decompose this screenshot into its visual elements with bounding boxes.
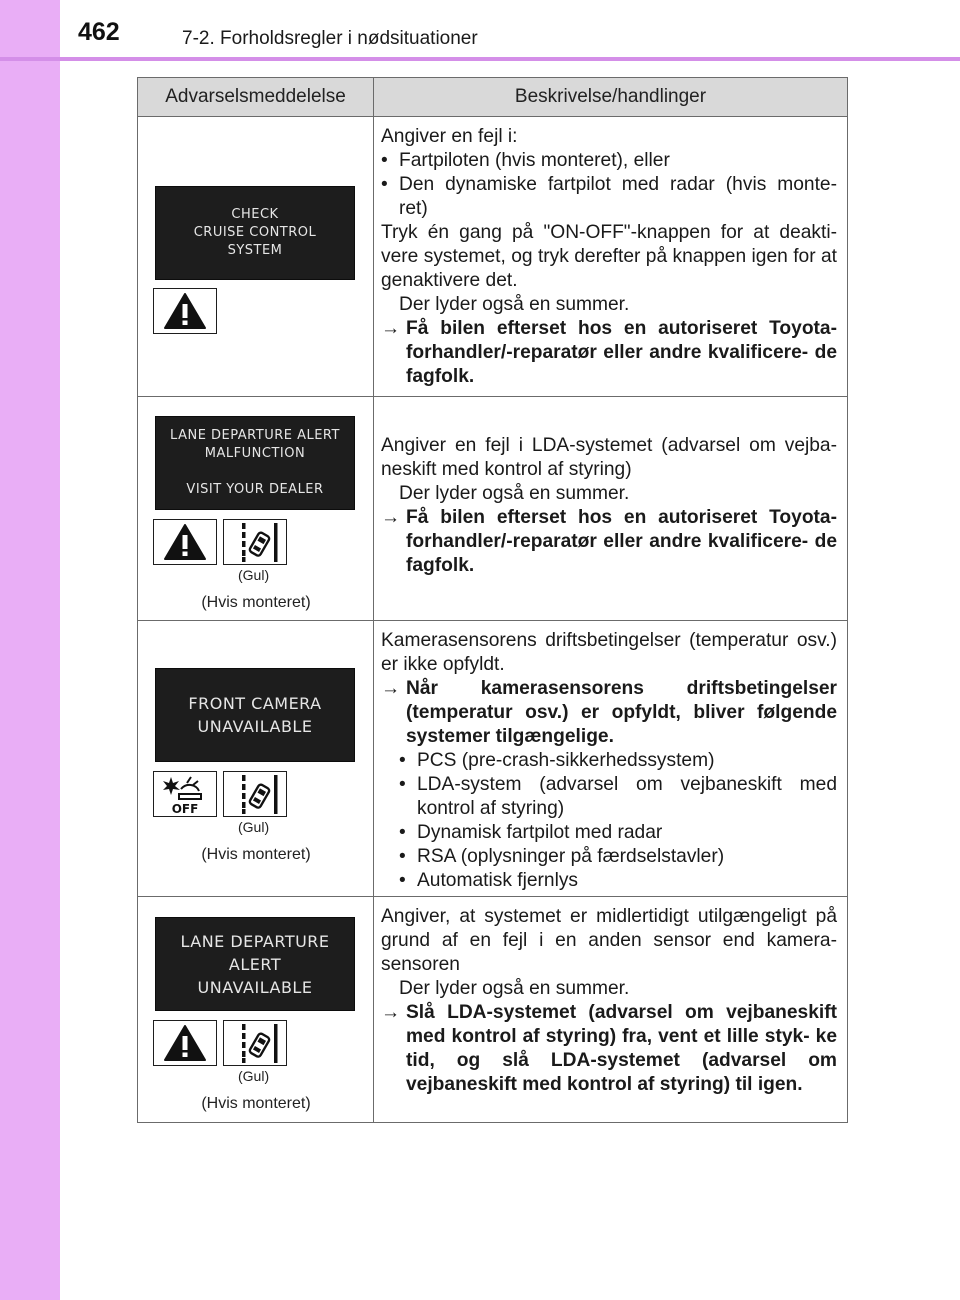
lane-departure-icon	[223, 519, 287, 565]
message-cell	[138, 117, 374, 397]
page-number: 462	[78, 18, 120, 46]
indicator-color-label: (Gul)	[238, 567, 270, 583]
description-cell: Angiver, at systemet er midlertidigt utilgængeligt på grund af en fejl i en anden sensor end kamera- sensoren Der lyder også en summer. → Slå LDA-systemet (advarsel om vejbaneskift med kontrol af styring) fra, vent et lille styk- ke tid, og slå LDA-systemet (advarsel om vejbaneskift med kontrol af styring) til igen.	[374, 897, 848, 1123]
table-header-row	[138, 78, 848, 117]
fitted-label: (Hvis monteret)	[201, 846, 311, 863]
table-row	[138, 621, 848, 897]
action-text: → Få bilen efterset hos en autoriseret Toyota- forhandler/-reparatør eller andre kvalificere- de fagfolk.	[381, 318, 837, 387]
page-header	[0, 0, 960, 60]
svg-text:OFF: OFF	[171, 802, 199, 815]
lane-departure-icon	[223, 771, 287, 817]
table-row	[138, 397, 848, 621]
table-row	[138, 897, 848, 1123]
display-message: LANE DEPARTURE ALERT MALFUNCTION VISIT YOUR DEALER	[155, 416, 355, 510]
description-cell: Angiver en fejl i: • Fartpiloten (hvis monteret), eller • Den dynamiske fartpilot med radar (hvis monte- ret) Tryk én gang på "ON-OFF"-knappen for at deakti- vere systemet, og tryk derefter på knappen igen for at genaktivere det. Der lyder også en summer. → Få bilen efterset hos en autoriseret Toyota- forhandler/-reparatør eller andre kvalificere- de fagfolk.	[374, 117, 848, 397]
master-warning-icon	[153, 519, 217, 565]
lane-departure-icon	[223, 1020, 287, 1066]
column-header-message: Advarselsmeddelelse	[138, 78, 374, 117]
section-title: 7-2. Forholdsregler i nødsituationer	[182, 28, 478, 49]
message-cell	[138, 897, 374, 1123]
indicator-color-label: (Gul)	[238, 1068, 270, 1084]
display-message: CHECK CRUISE CONTROL SYSTEM	[155, 186, 355, 280]
column-header-description: Beskrivelse/handlinger	[374, 78, 848, 117]
master-warning-icon	[153, 1020, 217, 1066]
action-text: → Når kamerasensorens driftsbetingelser (temperatur osv.) er opfyldt, bliver følgende systemer tilgængelige.	[381, 678, 837, 747]
fitted-label: (Hvis monteret)	[201, 1095, 311, 1112]
description-cell: Angiver en fejl i LDA-systemet (advarsel om vejba- neskift med kontrol af styring) Der lyder også en summer. → Få bilen efterset hos en autoriseret Toyota- forhandler/-reparatør eller andre kvalificere- de fagfolk.	[374, 397, 848, 621]
pcs-off-icon	[153, 771, 217, 817]
indicator-color-label: (Gul)	[238, 819, 270, 835]
message-cell	[138, 397, 374, 621]
warning-message-table	[137, 77, 848, 1123]
arrow-icon: →	[381, 678, 401, 699]
arrow-icon: →	[381, 507, 401, 528]
action-text: → Slå LDA-systemet (advarsel om vejbaneskift med kontrol af styring) fra, vent et lille styk- ke tid, og slå LDA-systemet (advarsel om vejbaneskift med kontrol af styring) til igen.	[381, 1002, 837, 1095]
table-row	[138, 117, 848, 397]
message-cell	[138, 621, 374, 897]
master-warning-icon	[153, 288, 217, 334]
display-message: FRONT CAMERA UNAVAILABLE	[155, 668, 355, 762]
arrow-icon: →	[381, 318, 401, 339]
header-rule	[0, 57, 960, 61]
fitted-label: (Hvis monteret)	[201, 594, 311, 611]
display-message: LANE DEPARTURE ALERT UNAVAILABLE	[155, 917, 355, 1011]
description-cell: Kamerasensorens driftsbetingelser (temperatur osv.) er ikke opfyldt. → Når kamerasensorens driftsbetingelser (temperatur osv.) er opfyldt, bliver følgende systemer tilgængelige. • PCS (pre-crash-sikkerhedssystem) • LDA-system (advarsel om vejbaneskift med kontrol af styring) • Dynamisk fartpilot med radar • RSA (oplysninger på færdselstavler) • Automatisk fjernlys	[374, 621, 848, 897]
side-thumb-strip	[0, 0, 60, 1300]
action-text: → Få bilen efterset hos en autoriseret Toyota- forhandler/-reparatør eller andre kvalificere- de fagfolk.	[381, 507, 837, 576]
arrow-icon: →	[381, 1002, 401, 1023]
